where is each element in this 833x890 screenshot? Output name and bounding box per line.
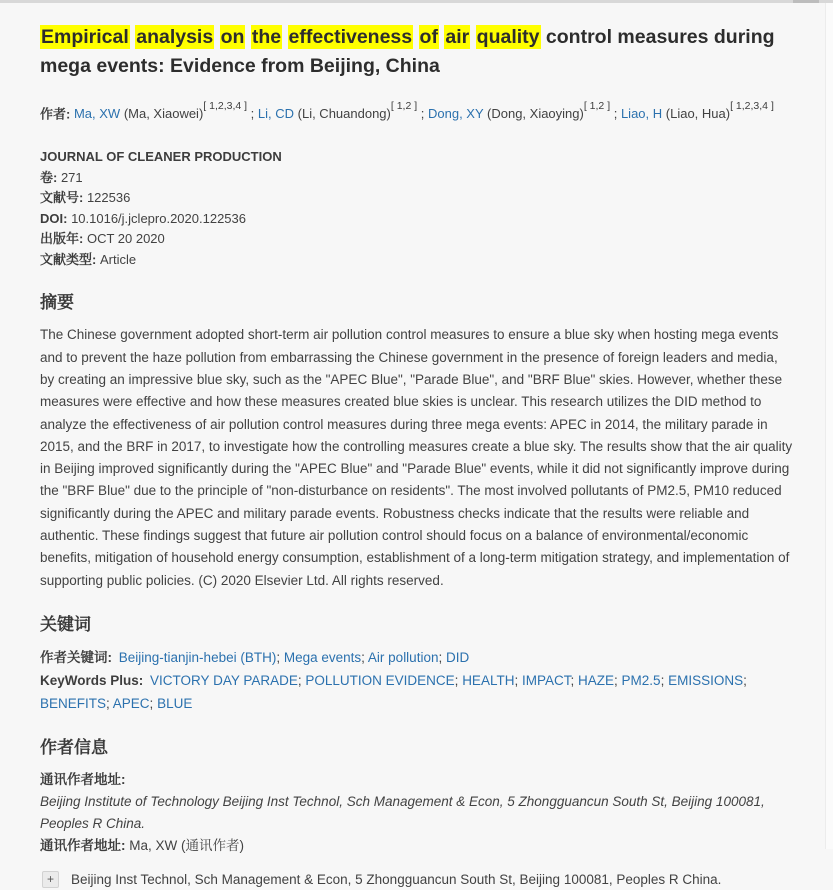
keyword-link[interactable]: PM2.5 — [621, 672, 661, 688]
keyword-link[interactable]: DID — [445, 649, 470, 665]
author-keywords-label: 作者关键词: — [40, 649, 112, 665]
author-link[interactable]: Liao, H — [617, 106, 666, 122]
author-affiliation-superscript: [ 1,2 ] — [390, 99, 418, 112]
source-field-row — [40, 209, 795, 230]
authors-line — [40, 100, 795, 124]
field-label: DOI: — [40, 210, 68, 226]
author-affiliation-superscript: [ 1,2,3,4 ] — [730, 99, 774, 112]
field-label: 文献号: — [40, 190, 84, 206]
author-link[interactable]: Dong, XY — [424, 106, 488, 122]
source-field-row — [40, 250, 795, 271]
source-block — [40, 147, 795, 270]
highlighted-term: quality — [476, 26, 540, 48]
keyword-link[interactable]: BLUE — [157, 695, 193, 711]
abstract-heading: 摘要 — [40, 293, 74, 313]
keyword-link[interactable]: APEC — [112, 695, 150, 711]
author-full-name: (Liao, Hua) — [665, 106, 731, 122]
top-divider — [0, 0, 833, 3]
page-title: Empirical analysis on the effectiveness of air quality control measures during mega events: Evidence from Beijing, China — [40, 26, 775, 77]
keywords-plus-line — [40, 669, 795, 715]
keywords-heading: 关键词 — [40, 614, 91, 634]
reprint-address-label: 通讯作者地址: — [40, 771, 126, 787]
author-info-heading: 作者信息 — [40, 737, 108, 757]
author-link[interactable]: Li, CD — [254, 106, 298, 122]
keyword-link[interactable]: EMISSIONS — [668, 672, 744, 688]
author-link[interactable]: Ma, XW — [73, 106, 124, 122]
highlighted-term: of — [419, 26, 438, 48]
keyword-link[interactable]: VICTORY DAY PARADE — [150, 672, 298, 688]
horizontal-scrollbar-thumb[interactable] — [793, 0, 819, 3]
vertical-scrollbar-track[interactable] — [825, 3, 833, 849]
field-value: 122536 — [83, 190, 131, 206]
source-field-row — [40, 168, 795, 189]
keyword-link[interactable]: IMPACT — [521, 672, 571, 688]
author-full-name: (Dong, Xiaoying) — [487, 106, 584, 122]
author-full-name: (Li, Chuandong) — [297, 106, 391, 122]
keyword-link[interactable]: POLLUTION EVIDENCE — [305, 672, 455, 688]
author-affiliation-superscript: [ 1,2 ] — [583, 99, 611, 112]
journal-title: JOURNAL OF CLEANER PRODUCTION — [40, 149, 282, 165]
corresponding-author-label: 通讯作者地址: — [40, 837, 126, 853]
author-keywords-line — [40, 646, 795, 669]
highlighted-term: effectiveness — [288, 26, 413, 48]
expand-affiliation-button[interactable]: + — [42, 871, 59, 888]
highlighted-term: air — [445, 26, 470, 48]
highlighted-term: Empirical — [41, 26, 129, 48]
keyword-link[interactable]: HEALTH — [462, 672, 515, 688]
field-label: 文献类型: — [40, 251, 97, 267]
keywords-plus-list: VICTORY DAY PARADE; POLLUTION EVIDENCE; HEALTH; IMPACT; HAZE; PM2.5; EMISSIONS; BENEFITS; APEC; BLUE — [40, 672, 747, 711]
authors-label: 作者: — [40, 106, 71, 122]
keyword-link[interactable]: Air pollution — [367, 649, 439, 665]
authors-list: Ma, XW (Ma, Xiaowei)[ 1,2,3,4 ] ; Li, CD (Li, Chuandong)[ 1,2 ] ; Dong, XY (Dong, Xiaoying)[ 1,2 ] ; Liao, H (Liao, Hua)[ 1,2,3,4 ] — [73, 99, 774, 122]
field-value: 271 — [57, 169, 83, 185]
keywords-plus-label: KeyWords Plus: — [40, 672, 144, 688]
source-field-row — [40, 229, 795, 250]
author-keywords-list: Beijing-tianjin-hebei (BTH); Mega events; Air pollution; DID — [118, 649, 470, 665]
affiliation-address: Beijing Inst Technol, Sch Management & Econ, 5 Zhongguancun South St, Beijing 100081, Peoples R China. — [71, 871, 722, 887]
reprint-address-text: Beijing Institute of Technology Beijing Inst Technol, Sch Management & Econ, 5 Zhongguancun South St, Beijing 100081, Peoples R China. — [40, 793, 765, 831]
keyword-link[interactable]: Mega events — [283, 649, 362, 665]
field-value: OCT 20 2020 — [83, 231, 165, 247]
author-affiliation-superscript: [ 1,2,3,4 ] — [203, 99, 248, 112]
highlighted-term: on — [220, 26, 245, 48]
source-field-row — [40, 188, 795, 209]
affiliation-row — [40, 870, 795, 890]
abstract-text: The Chinese government adopted short-term air pollution control measures to ensure a blue sky when hosting mega events and to prevent the haze pollution from embarrassing the Chinese government in the presence of foreign leaders and media, by creating an impressive blue sky, such as the "APEC Blue", "Parade Blue", and "BRF Blue" skies. However, whether these measures were effective and how these measures created blue skies is unclear. This research utilizes the DID method to analyze the effectiveness of air pollution control measures during three mega events: APEC in 2014, the military parade in 2015, and the BRF in 2017, to investigate how the controlling measures create a blue sky. The results show that the air quality in Beijing improved significantly during the "APEC Blue" and "Parade Blue" events, while it did not significantly improve during the "BRF Blue" due to the principle of "non-disturbance on residents". The most involved pollutants of PM2.5, PM10 reduced significantly during the APEC and military parade events. Robustness checks indicate that the results were reliable and authentic. These findings suggest that future air pollution control should focus on a balance of environmental/economic benefits, mitigation of household energy consumption, establishment of a long-term mitigation strategy, and implementation of supporting public policies. (C) 2020 Elsevier Ltd. All rights reserved. — [40, 327, 793, 588]
keyword-link[interactable]: HAZE — [578, 672, 615, 688]
source-fields — [40, 168, 795, 271]
keyword-link[interactable]: Beijing-tianjin-hebei (BTH) — [118, 649, 277, 665]
keyword-link[interactable]: BENEFITS — [40, 695, 107, 711]
field-value: Article — [96, 251, 137, 267]
corresponding-author-value: Ma, XW (通讯作者) — [129, 837, 245, 853]
author-full-name: (Ma, Xiaowei) — [123, 106, 204, 122]
highlighted-term: the — [251, 26, 282, 48]
field-label: 卷: — [40, 169, 58, 185]
field-value: 10.1016/j.jclepro.2020.122536 — [67, 210, 246, 226]
highlighted-term: analysis — [136, 26, 214, 48]
field-label: 出版年: — [40, 231, 84, 247]
corresponding-author-line — [40, 835, 795, 857]
